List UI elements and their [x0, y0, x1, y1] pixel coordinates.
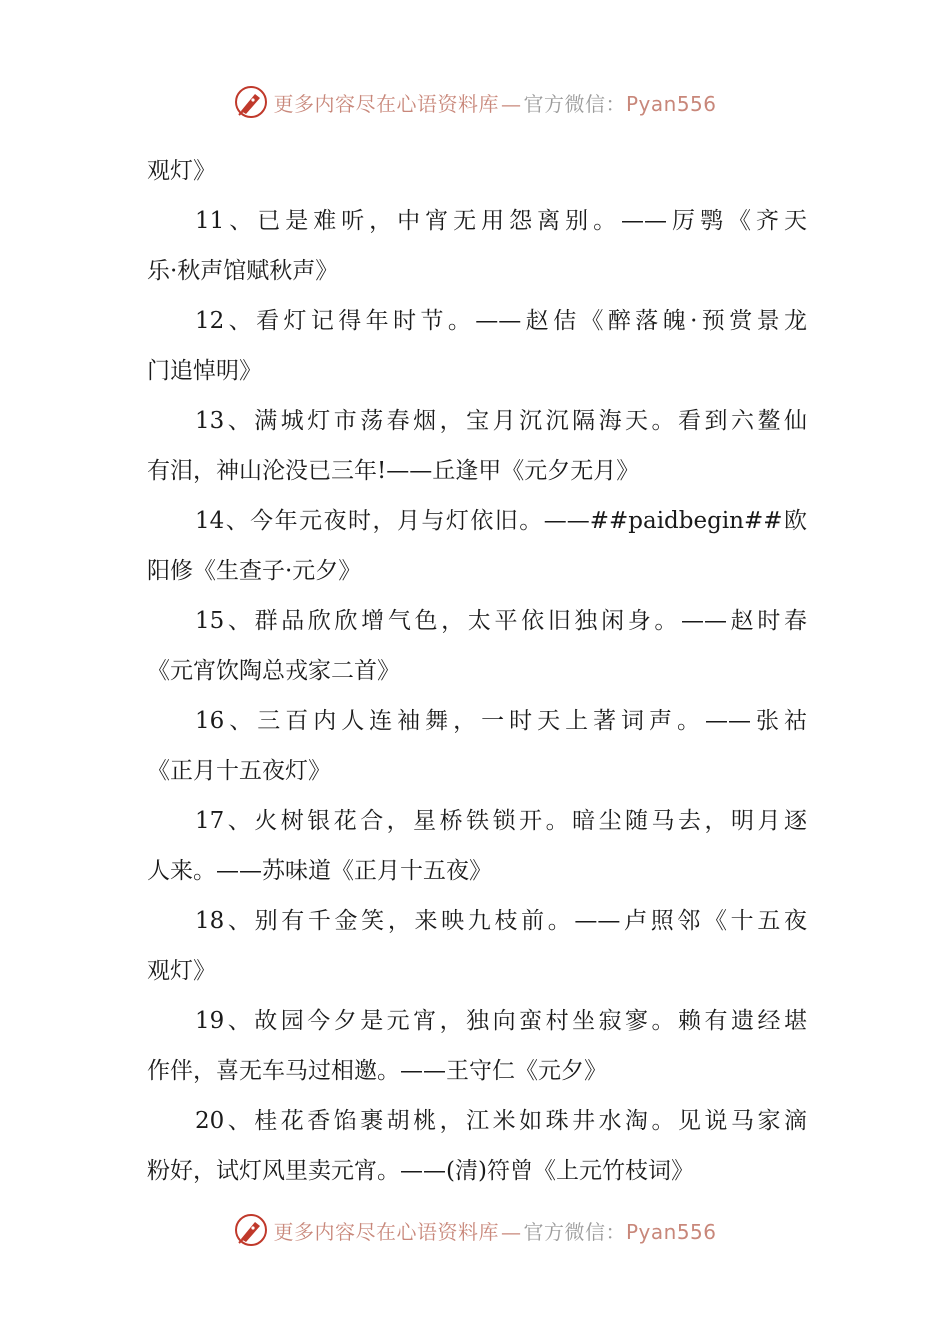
- text-line: 观灯》: [147, 158, 216, 184]
- poem-quote-list: [147, 146, 807, 1196]
- text-line: 20、桂花香馅裹胡桃，江米如珠井水淘。见说马家滴: [195, 1108, 807, 1134]
- text-line: 14、今年元夜时，月与灯依旧。——##paidbegin##欧: [195, 508, 807, 534]
- header-banner-text: 更多内容尽在心语资料库 — 官方微信：Pyan556: [273, 91, 717, 116]
- text-line: 有泪，神山沦没已三年!——丘逢甲《元夕无月》: [147, 458, 640, 484]
- header-banner: [0, 82, 950, 122]
- footer-banner-text: 更多内容尽在心语资料库 — 官方微信：Pyan556: [273, 1219, 717, 1244]
- pen-nib-logo-icon: [233, 1212, 269, 1248]
- text-line: 16、三百内人连袖舞，一时天上著词声。——张祜: [195, 708, 807, 734]
- text-line: 《元宵饮陶总戎家二首》: [147, 658, 400, 684]
- text-line: 观灯》: [147, 958, 216, 984]
- text-line: 18、别有千金笑，来映九枝前。——卢照邻《十五夜: [195, 908, 807, 934]
- text-line: 19、故园今夕是元宵，独向蛮村坐寂寥。赖有遗经堪: [195, 1008, 807, 1034]
- text-line: 12、看灯记得年时节。——赵佶《醉落魄·预赏景龙: [195, 308, 807, 334]
- footer-banner: [0, 1210, 950, 1250]
- text-line: 15、群品欣欣增气色，太平依旧独闲身。——赵时春: [195, 608, 807, 634]
- text-line: 17、火树银花合，星桥铁锁开。暗尘随马去，明月逐: [195, 808, 807, 834]
- text-line: 乐·秋声馆赋秋声》: [147, 258, 339, 284]
- text-line: 11、已是难听，中宵无用怨离别。——厉鹗《齐天: [195, 208, 807, 234]
- text-line: 《正月十五夜灯》: [147, 758, 331, 784]
- text-line: 门追悼明》: [147, 358, 262, 384]
- text-line: 13、满城灯市荡春烟，宝月沉沉隔海天。看到六鳌仙: [195, 408, 807, 434]
- pen-nib-logo-icon: [233, 84, 269, 120]
- text-line: 阳修《生查子·元夕》: [147, 558, 362, 584]
- text-line: 作伴，喜无车马过相邀。——王守仁《元夕》: [147, 1058, 607, 1084]
- text-line: 人来。——苏味道《正月十五夜》: [147, 858, 492, 884]
- wechat-id: Pyan556: [625, 1219, 717, 1244]
- wechat-id: Pyan556: [625, 91, 717, 116]
- text-line: 粉好，试灯风里卖元宵。——(清)符曾《上元竹枝词》: [147, 1158, 694, 1184]
